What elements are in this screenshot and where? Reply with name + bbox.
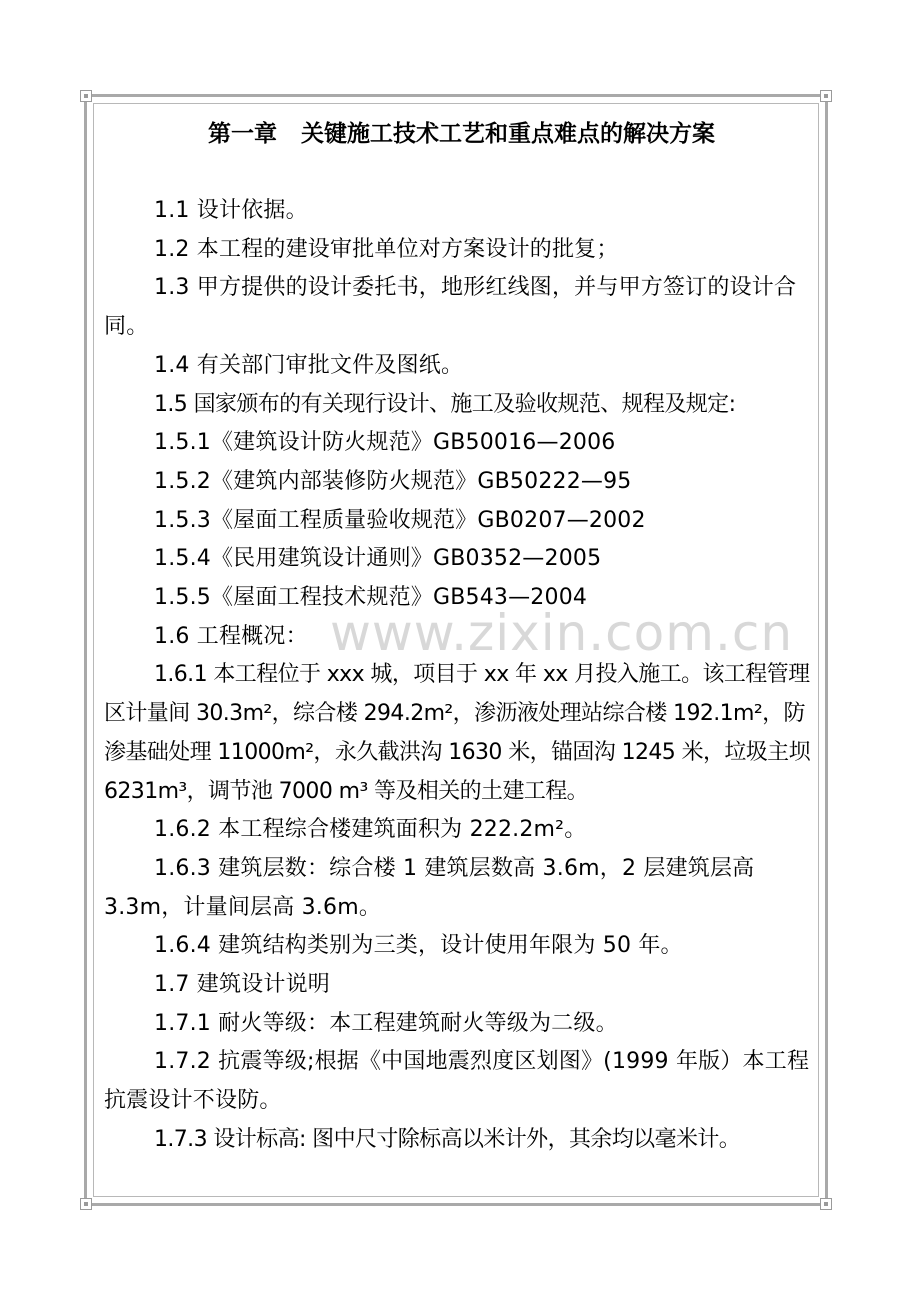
paragraph: 1.6.1 本工程位于 xxx 城，项目于 xx 年 xx 月投入施工。该工程管理区计量间 30.3m²，综合楼 294.2m²，渗沥液处理站综合楼 192.1m²，防渗基础处理 11000m²，永久截洪沟 1630 米，锚固沟 1245 米，垃圾主坝 6231m³，调节池 7000 m³ 等及相关的土建工程。 — [104, 662, 810, 804]
paragraph: 1.6.3 建筑层数：综合楼 1 建筑层数高 3.6m，2 层建筑层高 3.3m，计量间层高 3.6m。 — [104, 855, 755, 920]
chapter-number: 第一章 — [208, 121, 277, 147]
paragraph: 1.1 设计依据。 — [154, 198, 308, 223]
paragraph: 1.5.5《屋面工程技术规范》GB543—2004 — [154, 585, 588, 611]
paragraph: 1.6 工程概况： — [154, 623, 308, 649]
paragraph: 1.4 有关部门审批文件及图纸。 — [154, 352, 464, 378]
paragraph: 1.6.2 本工程综合楼建筑面积为 222.2m²。 — [154, 817, 587, 843]
paragraph: 1.3 甲方提供的设计委托书，地形红线图，并与甲方签订的设计合同。 — [104, 275, 797, 340]
chapter-title — [208, 116, 812, 152]
paragraph: 1.5.3《屋面工程质量验收规范》GB0207—2002 — [154, 507, 646, 533]
border-corner-ornament — [80, 90, 92, 102]
paragraph: 1.7 建筑设计说明 — [154, 972, 330, 998]
watermark: www.zixin.com.cn — [330, 604, 794, 662]
paragraph: 1.5.2《建筑内部装修防火规范》GB50222—95 — [154, 468, 632, 494]
chapter-heading: 关键施工技术工艺和重点难点的解决方案 — [301, 121, 715, 147]
paragraph: 1.7.1 耐火等级：本工程建筑耐火等级为二级。 — [154, 1010, 618, 1036]
paragraph: 1.6.4 建筑结构类别为三类，设计使用年限为 50 年。 — [154, 933, 683, 959]
border-corner-ornament — [820, 90, 832, 102]
paragraph: 1.5.4《民用建筑设计通则》GB0352—2005 — [154, 546, 602, 572]
border-corner-ornament — [80, 1198, 92, 1210]
paragraph: 1.5.1《建筑设计防火规范》GB50016—2006 — [154, 430, 616, 456]
paragraph: 1.2 本工程的建设审批单位对方案设计的批复； — [154, 236, 619, 262]
border-corner-ornament — [820, 1198, 832, 1210]
paragraph: 1.7.2 抗震等级;根据《中国地震烈度区划图》(1999 年版）本工程抗震设计不设防。 — [104, 1049, 810, 1114]
paragraph: 1.7.3 设计标高: 图中尺寸除标高以米计外，其余均以毫米计。 — [154, 1126, 741, 1152]
document-body — [104, 116, 812, 1160]
paragraph: 1.5 国家颁布的有关现行设计、施工及验收规范、规程及规定: — [154, 391, 736, 417]
